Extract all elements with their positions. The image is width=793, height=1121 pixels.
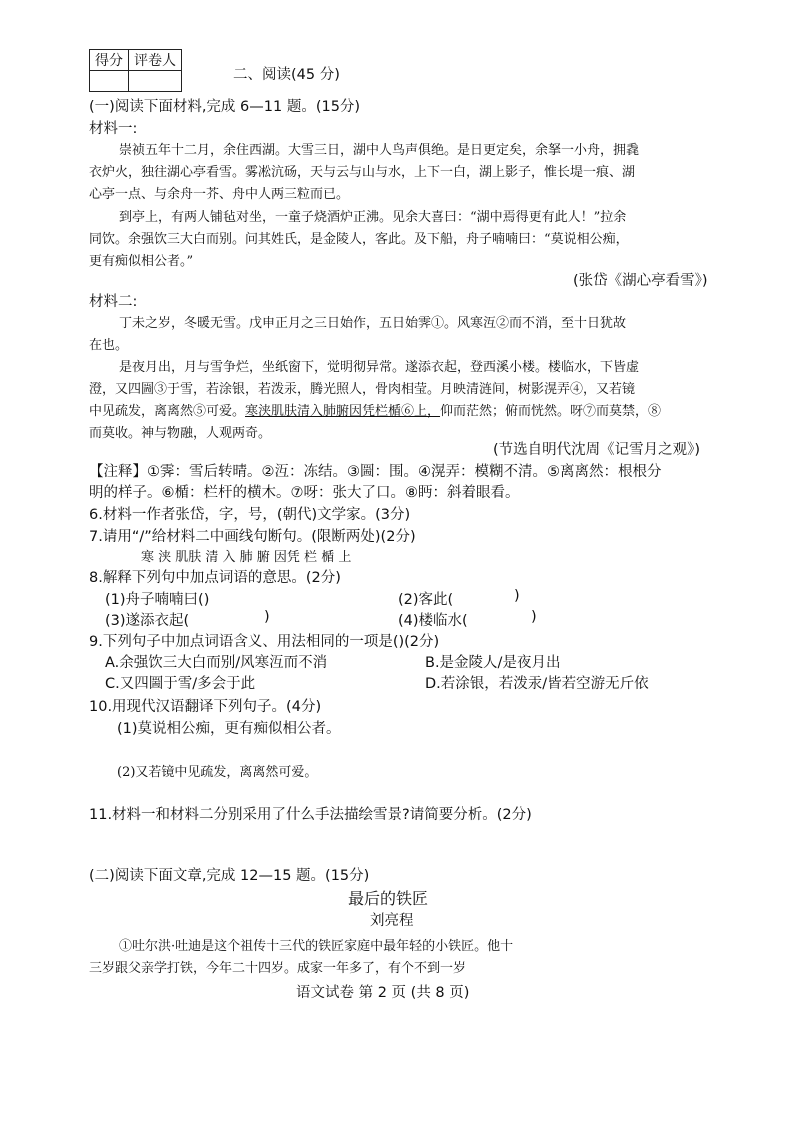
m2-line: 在也。 bbox=[89, 338, 129, 353]
part2-intro: (二)阅读下面文章,完成 12—15 题。(15分) bbox=[89, 868, 370, 884]
section-title: 二、阅读(45 分) bbox=[233, 67, 340, 83]
material1-label: 材料一: bbox=[89, 121, 138, 137]
q9-option-a: A.余强饮三大白而别/风寒沍而不消 bbox=[105, 655, 328, 671]
q8-item-2-close: ) bbox=[514, 588, 520, 604]
article-paragraph-line: 三岁跟父亲学打铁，今年二十四岁。成家一年多了，有个不到一岁 bbox=[89, 961, 467, 976]
article-title: 最后的铁匠 bbox=[348, 889, 429, 908]
notes-line: 明的样子。⑥楯：栏杆的横木。⑦呀：张大了口。⑧眄：斜着眼看。 bbox=[89, 485, 520, 501]
q10-sentence-2: (2)又若镜中见疏发，离离然可爱。 bbox=[117, 765, 318, 780]
m2-source: (节选自明代沈周《记雪月之观》) bbox=[493, 442, 701, 458]
m1-line: 崇祯五年十二月，余住西湖。大雪三日，湖中人鸟声俱绝。是日更定矣，余拏一小舟，拥毳 bbox=[119, 143, 640, 158]
part1-intro: (一)阅读下面材料,完成 6—11 题。(15分) bbox=[89, 99, 361, 115]
question-7: 7.请用“/”给材料二中画线句断句。(限断两处)(2分) bbox=[89, 529, 416, 545]
q10-sentence-1: (1)莫说相公痴，更有痴似相公者。 bbox=[117, 721, 341, 737]
m2-line: 是夜月出，月与雪争烂，坐纸窗下，觉明彻异常。遂添衣起，登西溪小楼。楼临水，下皆虚 bbox=[119, 360, 640, 375]
question-9: 9.下列句子中加点词语含义、用法相同的一项是()(2分) bbox=[89, 634, 440, 650]
m2-line: 中见疏发，离离然⑤可爱。 bbox=[89, 404, 246, 419]
m2-line: 仰而茫然；俯而恍然。呀⑦而莫禁，⑧ bbox=[440, 404, 662, 419]
question-8: 8.解释下列句中加点词语的意思。(2分) bbox=[89, 570, 341, 586]
q8-item-3: (3)遂添衣起( bbox=[105, 613, 190, 629]
score-table bbox=[89, 49, 182, 92]
article-paragraph-line: ①吐尔洪·吐迪是这个祖传十三代的铁匠家庭中最年轻的小铁匠。他十 bbox=[119, 939, 514, 954]
m2-line: 而莫收。神与物融，人观两奇。 bbox=[89, 426, 272, 441]
m2-underlined-sentence: 寒浃肌肤清入肺腑因凭栏楯⑥上， bbox=[245, 404, 441, 419]
grader-cell-empty bbox=[129, 71, 182, 92]
m2-line: 丁未之岁，冬暖无雪。戊申正月之三日始作，五日始霁①。风寒沍②而不消，至十日犹故 bbox=[119, 316, 627, 331]
page-footer: 语文试卷 第 2 页 (共 8 页) bbox=[296, 985, 470, 1001]
q9-option-d: D.若涂银，若泼汞/皆若空游无斤依 bbox=[425, 676, 649, 692]
question-11: 11.材料一和材料二分别采用了什么手法描绘雪景?请简要分析。(2分) bbox=[89, 807, 532, 823]
m1-line: 更有痴似相公者。” bbox=[89, 254, 194, 269]
q8-item-1: (1)舟子喃喃曰() bbox=[105, 592, 210, 608]
m2-line: 澄，又四圌③于雪，若涂银，若泼汞，腾光照人，骨肉相莹。月映清涟间，树影滉弄④，又若镜 bbox=[89, 382, 636, 397]
question-6: 6.材料一作者张岱，字，号，(朝代)文学家。(3分) bbox=[89, 507, 411, 523]
q8-item-2: (2)客此( bbox=[398, 592, 454, 608]
q8-item-3-close: ) bbox=[264, 609, 270, 625]
grader-cell-label: 评卷人 bbox=[129, 50, 182, 71]
q8-item-4-close: ) bbox=[531, 609, 537, 625]
score-cell-label: 得分 bbox=[90, 50, 129, 71]
m1-line: 到亭上，有两人铺毡对坐，一童子烧酒炉正沸。见余大喜曰：“湖中焉得更有此人！”拉余 bbox=[119, 210, 627, 225]
m1-line: 心亭一点、与余舟一芥、舟中人两三粒而已。 bbox=[89, 187, 350, 202]
m1-source: (张岱《湖心亭看雪》) bbox=[573, 273, 708, 289]
question-10: 10.用现代汉语翻译下列句子。(4分) bbox=[89, 699, 322, 715]
q8-item-4: (4)楼临水( bbox=[398, 613, 468, 629]
q9-option-c: C.又四圌于雪/多会于此 bbox=[105, 676, 256, 692]
q7-sentence: 寒 浃 肌肤 清 入 肺 腑 因凭 栏 楯 上 bbox=[141, 550, 352, 565]
m1-line: 衣炉火，独往湖心亭看雪。雾凇沆砀，天与云与山与水，上下一白，湖上影子，惟长堤一痕、湖 bbox=[89, 165, 636, 180]
q9-option-b: B.是金陵人/是夜月出 bbox=[425, 655, 561, 671]
notes-line: 【注释】①霁：雪后转晴。②沍：冻结。③圌：围。④滉弄：模糊不清。⑤离离然：根根分 bbox=[89, 464, 662, 480]
m1-line: 同饮。余强饮三大白而别。问其姓氏，是金陵人，客此。及下船，舟子喃喃曰：“莫说相公痴， bbox=[89, 232, 629, 247]
material2-label: 材料二: bbox=[89, 294, 138, 310]
article-author: 刘亮程 bbox=[370, 913, 414, 929]
score-cell-empty bbox=[90, 71, 129, 92]
